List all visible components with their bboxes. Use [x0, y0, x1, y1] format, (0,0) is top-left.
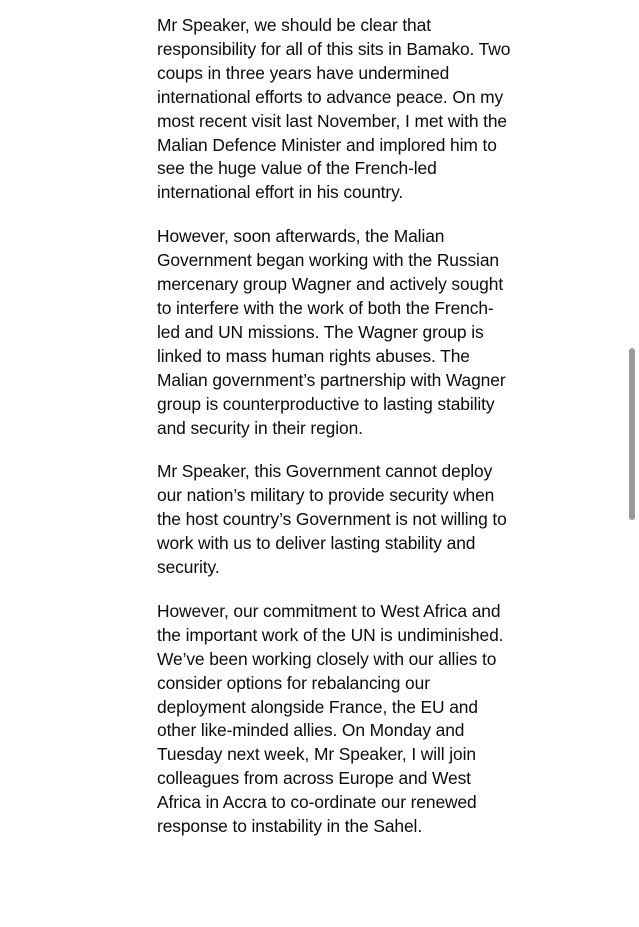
paragraph-4: However, our commitment to West Africa and the important work of the UN is undiminished. We’ve been working closely with our allies to consider options for rebalancing our deployment alongside France, the EU and other like-minded allies. On Monday and Tuesday next week, Mr Speaker, I will join colleagues from across Europe and West Africa in Accra to co-ordinate our renewed response to instability in the Sahel.: [157, 600, 504, 837]
paragraph-3: Mr Speaker, this Government cannot deploy our nation’s military to provide security when the host country’s Government is not willing to work with us to deliver lasting stability and security.: [157, 461, 507, 578]
paragraph-1: Mr Speaker, we should be clear that responsibility for all of this sits in Bamako. Two coups in three years have undermined international efforts to advance peace. On my most recent visit last November, I met with the Malian Defence Minister and implored him to see the huge value of the French-led international effort in his country.: [157, 15, 511, 203]
paragraph-2: However, soon afterwards, the Malian Government began working with the Russian mercenary group Wagner and actively sought to interfere with the work of both the French-led and UN missions. The Wagner group is linked to mass human rights abuses. The Malian government’s partnership with Wagner group is counterproductive to lasting stability and security in their region.: [157, 226, 506, 438]
scrollbar-thumb[interactable]: [629, 348, 635, 520]
vertical-scrollbar[interactable]: [629, 0, 635, 927]
article-body: [157, 14, 513, 859]
